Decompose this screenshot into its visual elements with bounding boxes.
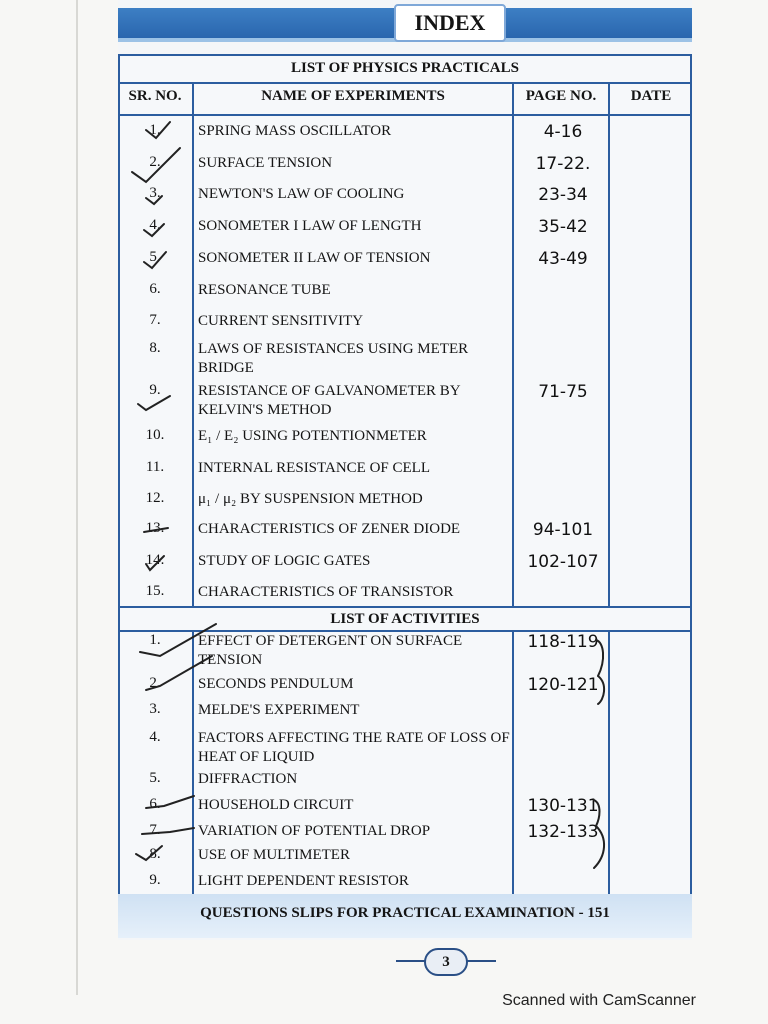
row-page-no: 118-119 [527,632,599,652]
row-sr-no: 6. [149,281,161,297]
footer-text: QUESTIONS SLIPS FOR PRACTICAL EXAMINATION - 151 [200,905,610,921]
row-experiment-name: DIFFRACTION [198,771,298,787]
header-divider [118,114,692,116]
row-experiment-name: USE OF MULTIMETER [198,847,350,863]
row-experiment-name: RESISTANCE OF GALVANOMETER BY KELVIN'S METHOD [198,383,461,418]
row-experiment-name: HOUSEHOLD CIRCUIT [198,797,354,813]
row-experiment-name: CHARACTERISTICS OF ZENER DIODE [198,521,461,537]
index-title: INDEX [394,4,506,42]
row-page-no: 71-75 [538,382,588,402]
row-sr-no: 1. [149,122,161,138]
row-experiment-name: CHARACTERISTICS OF TRANSISTOR [198,584,454,600]
row-sr-no: 3. [149,701,161,717]
row-sr-no: 4. [149,217,161,233]
row-page-no: 94-101 [532,520,594,540]
row-sr-no: 9. [149,872,161,888]
row-page-no: 132-133 [527,822,599,842]
row-sr-no: 3. [149,185,161,201]
row-experiment-name: EFFECT OF DETERGENT ON SURFACE TENSION [198,633,463,668]
scanner-watermark: Scanned with CamScanner [502,992,696,1009]
row-experiment-name: VARIATION OF POTENTIAL DROP [198,823,431,839]
row-experiment-name: SONOMETER II LAW OF TENSION [198,250,431,266]
row-sr-no: 6. [149,796,161,812]
row-page-no: 43-49 [538,249,588,269]
row-sr-no: 5. [149,770,161,786]
page-edge [76,0,78,995]
row-sr-no: 7. [149,822,161,838]
row-sr-no: 8. [149,340,161,356]
column-header-sr-no: SR. NO. [128,88,182,104]
row-sr-no: 15. [145,583,165,599]
practicals-section-title: LIST OF PHYSICS PRACTICALS [291,60,519,76]
row-sr-no: 10. [145,427,165,443]
title-divider [118,82,692,84]
row-sr-no: 12. [145,490,165,506]
row-experiment-name: NEWTON'S LAW OF COOLING [198,186,405,202]
row-experiment-name: INTERNAL RESISTANCE OF CELL [198,460,430,476]
column-divider [192,630,194,894]
row-experiment-name: LIGHT DEPENDENT RESISTOR [198,873,409,889]
row-page-no: 23-34 [538,185,588,205]
page-number: 3 [424,948,468,976]
row-experiment-name: μ₁ / μ₂ BY SUSPENSION METHOD [198,491,423,507]
row-sr-no: 2. [149,154,161,170]
row-experiment-name: FACTORS AFFECTING THE RATE OF LOSS OF HEAT OF LIQUID [198,730,510,765]
row-sr-no: 8. [149,846,161,862]
row-experiment-name: SECONDS PENDULUM [198,676,354,692]
section-divider [118,606,692,608]
row-experiment-name: CURRENT SENSITIVITY [198,313,364,329]
row-experiment-name: SONOMETER I LAW OF LENGTH [198,218,422,234]
row-sr-no: 14. [145,552,165,568]
column-header-date: DATE [630,88,672,104]
row-page-no: 102-107 [527,552,599,572]
row-sr-no: 7. [149,312,161,328]
row-page-no: 17-22. [535,154,591,174]
column-header-name: NAME OF EXPERIMENTS [261,88,445,104]
row-sr-no: 4. [149,729,161,745]
row-experiment-name: STUDY OF LOGIC GATES [198,553,371,569]
column-divider [608,630,610,894]
row-experiment-name: LAWS OF RESISTANCES USING METER BRIDGE [198,341,469,376]
column-header-page-no: PAGE NO. [525,88,597,104]
row-sr-no: 1. [149,632,161,648]
activities-section-title: LIST OF ACTIVITIES [330,611,480,627]
row-experiment-name: SURFACE TENSION [198,155,333,171]
column-divider [192,84,194,606]
row-page-no: 130-131 [527,796,599,816]
row-sr-no: 2. [149,675,161,691]
row-page-no: 120-121 [527,675,599,695]
row-experiment-name: MELDE'S EXPERIMENT [198,702,360,718]
row-page-no: 4-16 [543,122,583,142]
row-page-no: 35-42 [538,217,588,237]
row-sr-no: 5. [149,249,161,265]
column-divider [608,84,610,606]
row-experiment-name: RESONANCE TUBE [198,282,331,298]
row-sr-no: 9. [149,382,161,398]
row-experiment-name: E₁ / E₂ USING POTENTIONMETER [198,428,427,444]
row-sr-no: 13. [145,520,165,536]
row-sr-no: 11. [145,459,165,475]
row-experiment-name: SPRING MASS OSCILLATOR [198,123,392,139]
